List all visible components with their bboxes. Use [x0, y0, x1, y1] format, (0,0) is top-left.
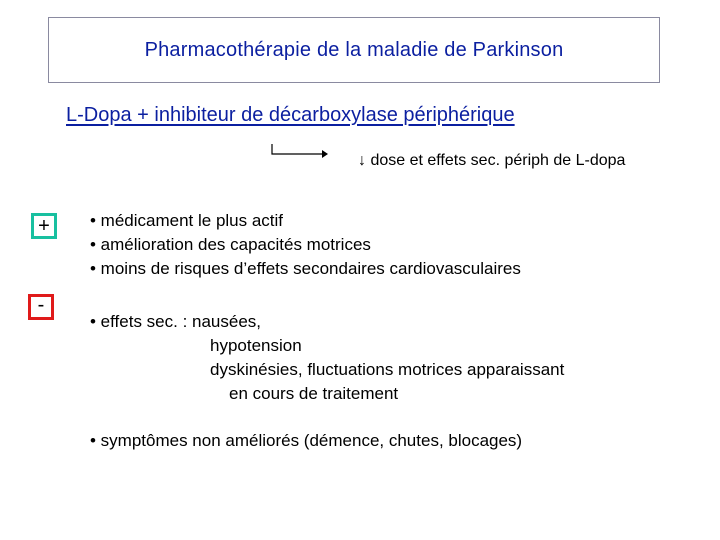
- side-effects-list: [90, 310, 564, 406]
- list-item: dyskinésies, fluctuations motrices apparaissant: [210, 360, 565, 379]
- advantages-list: [90, 209, 521, 281]
- unimproved-symptoms: • symptômes non améliorés (démence, chutes, blocages): [90, 431, 523, 450]
- minus-sign-icon: -: [28, 294, 54, 320]
- arrow-icon: [270, 142, 330, 162]
- side-effects-lead: • effets sec. : nausées,: [90, 312, 262, 331]
- slide-title: Pharmacothérapie de la maladie de Parkinson: [144, 38, 564, 61]
- list-item: • amélioration des capacités motrices: [90, 235, 371, 254]
- effect-note: ↓ dose et effets sec. périph de L-dopa: [358, 152, 626, 169]
- list-item: hypotension: [210, 336, 302, 355]
- list-item: • médicament le plus actif: [90, 211, 284, 230]
- plus-sign-icon: +: [31, 213, 57, 239]
- list-item: • moins de risques d’effets secondaires cardiovasculaires: [90, 259, 521, 278]
- title-box: [48, 17, 660, 83]
- subtitle: L-Dopa + inhibiteur de décarboxylase périphérique: [66, 104, 515, 126]
- list-item-continuation: en cours de traitement: [229, 384, 399, 403]
